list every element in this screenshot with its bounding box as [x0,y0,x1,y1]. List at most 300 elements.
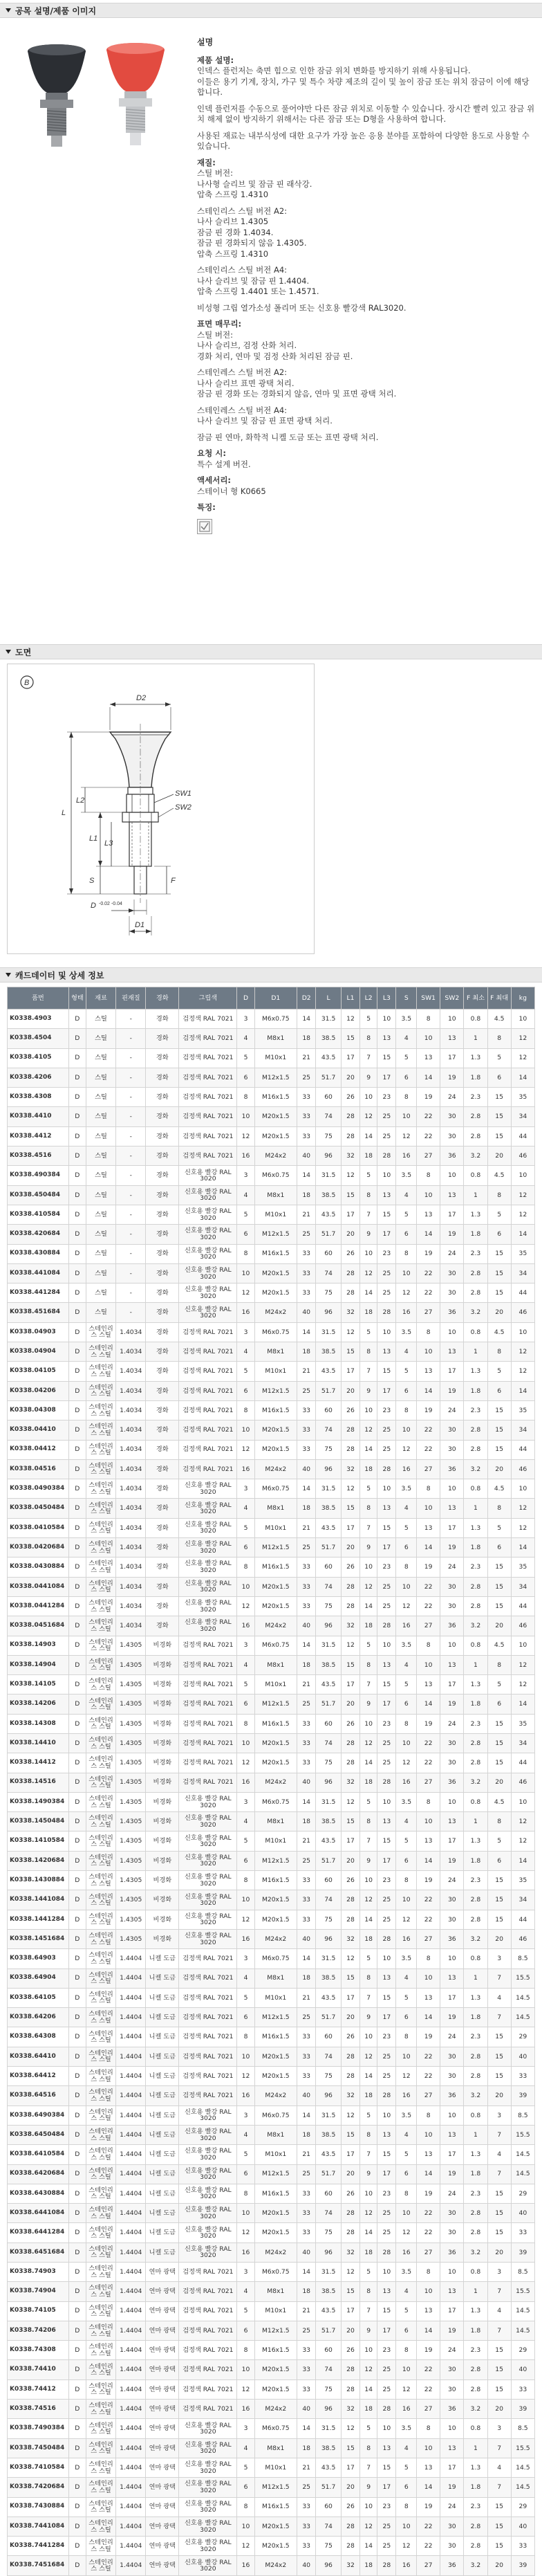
table-cell: 10 [440,2419,464,2438]
table-cell: 26 [341,1088,359,1107]
part-number-cell[interactable]: K0338.4504 [8,1029,69,1048]
table-row[interactable] [8,2400,535,2419]
part-number-cell[interactable]: K0338.0490384 [8,1479,69,1499]
part-number-cell[interactable]: K0338.4412 [8,1126,69,1146]
table-cell: 10 [396,1733,417,1753]
table-row[interactable] [8,2379,535,2399]
part-number-cell[interactable]: K0338.14206 [8,1695,69,1714]
table-row[interactable] [8,2341,535,2360]
table-row[interactable] [8,1166,535,1185]
table-cell: 15 [341,1342,359,1362]
table-cell: 경화 [146,1303,179,1322]
part-number-cell[interactable]: K0338.14903 [8,1636,69,1655]
table-row[interactable] [8,1303,535,1322]
table-row[interactable] [8,2478,535,2497]
table-cell: 12 [237,1440,254,1459]
part-number-cell[interactable]: K0338.1410584 [8,1831,69,1851]
table-cell: 25 [377,1890,396,1910]
table-cell: 스테인리스 스틸 [86,2537,115,2556]
table-cell: 74 [316,1263,341,1283]
table-row[interactable] [8,1558,535,1577]
part-number-cell[interactable]: K0338.64903 [8,1949,69,1968]
part-number-cell[interactable]: K0338.4903 [8,1010,69,1029]
part-number-cell[interactable]: K0338.64904 [8,1968,69,1988]
table-cell: 20 [341,2008,359,2027]
table-row[interactable] [8,2184,535,2203]
table-row[interactable] [8,2321,535,2340]
table-cell: 14 [511,1538,534,1558]
table-row[interactable] [8,1362,535,1381]
cad-header-cell[interactable]: D [237,987,254,1010]
table-cell: 7 [360,1988,377,2007]
collapse-arrow-icon [6,650,11,654]
table-cell: 40 [297,1929,316,1948]
table-row[interactable] [8,1400,535,1420]
table-cell: 4 [487,2145,511,2164]
part-number-cell[interactable]: K0338.0450484 [8,1499,69,1518]
table-cell: 신호용 빨강 RAL 3020 [179,2537,237,2556]
cad-header-cell[interactable]: D2 [297,987,316,1010]
table-row[interactable] [8,1205,535,1224]
table-cell: 6 [396,2164,417,2184]
table-cell: 10 [377,1010,396,1029]
part-number-cell[interactable]: K0338.64410 [8,2047,69,2066]
part-number-cell[interactable]: K0338.64105 [8,1988,69,2007]
table-cell: 신호용 빨강 RAL 3020 [179,1616,237,1636]
table-cell: 12 [237,1753,254,1773]
table-row[interactable] [8,1538,535,1558]
table-cell: 3.2 [464,2556,487,2575]
part-number-cell[interactable]: K0338.4516 [8,1147,69,1166]
table-cell: 경화 [146,1596,179,1616]
table-cell: 96 [316,2086,341,2105]
part-number-cell[interactable]: K0338.64206 [8,2008,69,2027]
part-number-cell[interactable]: K0338.1430884 [8,1871,69,1890]
table-row[interactable] [8,1675,535,1695]
table-cell: 5 [396,1205,417,1224]
table-cell: 10 [360,1244,377,1263]
table-row[interactable] [8,1479,535,1499]
product-section-header[interactable] [0,3,542,18]
part-number-cell[interactable]: K0338.7441084 [8,2516,69,2536]
table-cell: 33 [297,1733,316,1753]
table-row[interactable] [8,2419,535,2438]
table-cell: 검정색 RAL 7021 [179,2263,237,2282]
table-cell: 8 [396,2341,417,2360]
cad-header-cell[interactable]: 재료 [86,987,115,1010]
table-cell: 31.5 [316,2263,341,2282]
part-number-cell[interactable]: K0338.0410584 [8,1518,69,1537]
table-cell: 9 [360,2164,377,2184]
table-row[interactable] [8,1792,535,1811]
table-row[interactable] [8,2438,535,2458]
table-cell: 15 [377,1831,396,1851]
table-cell: 스테인리스 스틸 [86,1400,115,1420]
table-cell: 15 [487,1910,511,1929]
table-cell: 18 [360,1929,377,1948]
table-cell: 40 [511,2360,534,2379]
table-row[interactable] [8,1147,535,1166]
part-number-cell[interactable]: K0338.4308 [8,1088,69,1107]
table-row[interactable] [8,1636,535,1655]
part-number-cell[interactable]: K0338.74904 [8,2282,69,2301]
part-number-cell[interactable]: K0338.7450484 [8,2438,69,2458]
table-cell: 1.8 [464,1381,487,1400]
table-row[interactable] [8,1010,535,1029]
table-cell: 6 [487,1538,511,1558]
table-cell: M10x1 [254,1205,297,1224]
part-number-cell[interactable]: K0338.4105 [8,1048,69,1068]
part-number-cell[interactable]: K0338.7451684 [8,2556,69,2575]
part-number-cell[interactable]: K0338.14412 [8,1753,69,1773]
part-number-cell[interactable]: K0338.7430884 [8,2497,69,2516]
part-number-cell[interactable]: K0338.4206 [8,1068,69,1087]
cad-header-cell[interactable]: SW1 [417,987,440,1010]
table-cell: 경화 [146,1538,179,1558]
table-cell: 5 [237,1205,254,1224]
table-row[interactable] [8,1910,535,1929]
table-row[interactable] [8,1440,535,1459]
table-cell: 46 [511,1459,534,1479]
part-number-cell[interactable]: K0338.04206 [8,1381,69,1400]
part-number-cell[interactable]: K0338.14105 [8,1675,69,1695]
table-row[interactable] [8,2105,535,2125]
table-row[interactable] [8,2458,535,2477]
part-number-cell[interactable]: K0338.7490384 [8,2419,69,2438]
table-cell: D [68,1284,86,1303]
table-row[interactable] [8,1773,535,1792]
table-cell: 32 [341,2400,359,2419]
table-row[interactable] [8,2223,535,2242]
table-cell: 14 [297,1010,316,1029]
part-number-cell[interactable]: K0338.04904 [8,1342,69,1362]
part-number-cell[interactable]: K0338.420684 [8,1225,69,1244]
table-cell: 8 [396,1714,417,1733]
table-cell: 비경화 [146,1929,179,1948]
table-cell: 43.5 [316,1362,341,1381]
table-cell: 6 [237,1225,254,1244]
cad-header-cell[interactable]: D1 [254,987,297,1010]
table-cell: 10 [417,2125,440,2144]
part-number-cell[interactable]: K0338.7420684 [8,2478,69,2497]
part-number-cell[interactable]: K0338.04105 [8,1362,69,1381]
table-row[interactable] [8,1929,535,1948]
table-cell: 3.2 [464,1929,487,1948]
table-cell: 5 [237,1831,254,1851]
table-cell: 3 [487,1949,511,1968]
part-number-cell[interactable]: K0338.6441284 [8,2223,69,2242]
table-cell: 12 [360,1890,377,1910]
cad-header-cell[interactable]: F 최소 [464,987,487,1010]
table-cell: 12 [341,1166,359,1185]
table-row[interactable] [8,1968,535,1988]
table-cell: 스테인리스 스틸 [86,1499,115,1518]
cad-section-header[interactable] [0,967,542,983]
table-cell: 경화 [146,1263,179,1283]
table-cell: 16 [237,1616,254,1636]
material-a4: 스테인리스 스틸 버전 A4: 나사 슬리브 및 잠금 핀 1.4404. 압축 스프링 1.4401 또는 1.4571. [197,265,319,296]
table-cell: 검정색 RAL 7021 [179,1107,237,1126]
table-cell: 4 [237,1655,254,1674]
part-number-cell[interactable]: K0338.410584 [8,1205,69,1224]
table-cell: 10 [511,1166,534,1185]
table-cell: 96 [316,1929,341,1948]
table-row[interactable] [8,2556,535,2575]
part-number-cell[interactable]: K0338.1420684 [8,1851,69,1870]
cad-header-cell[interactable]: kg [511,987,534,1010]
part-number-cell[interactable]: K0338.441284 [8,1284,69,1303]
part-number-cell[interactable]: K0338.6450484 [8,2125,69,2144]
table-row[interactable] [8,2301,535,2321]
table-row[interactable] [8,1518,535,1537]
table-cell: 30 [440,2537,464,2556]
table-cell: 35 [511,1714,534,1733]
table-cell: 9 [360,2321,377,2340]
table-row[interactable] [8,1831,535,1851]
part-number-cell[interactable]: K0338.0430884 [8,1558,69,1577]
table-cell: 연마 광택 [146,2497,179,2516]
table-cell: 96 [316,1773,341,1792]
table-cell: 0.8 [464,1636,487,1655]
table-cell: D [68,2145,86,2164]
table-cell: 32 [341,1616,359,1636]
table-cell: 28 [341,2047,359,2066]
table-row[interactable] [8,1890,535,1910]
table-cell: D [68,1714,86,1733]
part-number-cell[interactable]: K0338.6430884 [8,2184,69,2203]
part-number-cell[interactable]: K0338.1441284 [8,1910,69,1929]
drawing-section-header[interactable] [0,644,542,659]
table-row[interactable] [8,1596,535,1616]
table-row[interactable] [8,1185,535,1205]
part-number-cell[interactable]: K0338.6420684 [8,2164,69,2184]
table-cell: 21 [297,1205,316,1224]
table-row[interactable] [8,1753,535,1773]
part-number-cell[interactable]: K0338.7410584 [8,2458,69,2477]
table-cell: 12 [341,1949,359,1968]
part-number-cell[interactable]: K0338.4410 [8,1107,69,1126]
table-row[interactable] [8,1949,535,1968]
part-number-cell[interactable]: K0338.7441284 [8,2537,69,2556]
table-row[interactable] [8,1107,535,1126]
table-cell: 30 [440,1596,464,1616]
table-row[interactable] [8,2027,535,2047]
part-number-cell[interactable]: K0338.441084 [8,1263,69,1283]
cad-header-cell[interactable]: F 최대 [487,987,511,1010]
table-cell: 신호용 빨강 RAL 3020 [179,1792,237,1811]
table-cell: 2.8 [464,2516,487,2536]
part-number-cell[interactable]: K0338.04412 [8,1440,69,1459]
part-number-cell[interactable]: K0338.490384 [8,1166,69,1185]
part-number-cell[interactable]: K0338.1490384 [8,1792,69,1811]
part-number-cell[interactable]: K0338.430884 [8,1244,69,1263]
part-number-cell[interactable]: K0338.04903 [8,1322,69,1342]
table-cell: 2.8 [464,1596,487,1616]
part-number-cell[interactable]: K0338.64308 [8,2027,69,2047]
cad-header-cell[interactable]: L1 [341,987,359,1010]
part-number-cell[interactable]: K0338.74105 [8,2301,69,2321]
part-number-cell[interactable]: K0338.74308 [8,2341,69,2360]
part-number-cell[interactable]: K0338.6410584 [8,2145,69,2164]
table-cell: 20 [487,1616,511,1636]
part-number-cell[interactable]: K0338.451684 [8,1303,69,1322]
table-cell: D [68,1655,86,1674]
part-number-cell[interactable]: K0338.74903 [8,2263,69,2282]
table-row[interactable] [8,1342,535,1362]
table-cell: D [68,1851,86,1870]
table-cell: M8x1 [254,1185,297,1205]
table-row[interactable] [8,1812,535,1831]
table-cell: 40 [511,2516,534,2536]
table-row[interactable] [8,2164,535,2184]
part-number-cell[interactable]: K0338.64412 [8,2067,69,2086]
part-number-cell[interactable]: K0338.64516 [8,2086,69,2105]
cad-header-cell[interactable]: 경화 [146,987,179,1010]
table-cell: 10 [511,1636,534,1655]
table-row[interactable] [8,2204,535,2223]
table-row[interactable] [8,1616,535,1636]
table-row[interactable] [8,1068,535,1087]
table-row[interactable] [8,1733,535,1753]
table-row[interactable] [8,2047,535,2066]
table-cell: 스테인리스 스틸 [86,1812,115,1831]
table-cell: 6 [237,1851,254,1870]
table-row[interactable] [8,1225,535,1244]
part-number-cell[interactable]: K0338.74412 [8,2379,69,2399]
table-cell: 22 [417,1733,440,1753]
table-cell: 20 [341,2321,359,2340]
table-row[interactable] [8,2516,535,2536]
table-row[interactable] [8,1577,535,1596]
table-row[interactable] [8,1126,535,1146]
table-row[interactable] [8,1048,535,1068]
cad-header-cell[interactable]: 형태 [68,987,86,1010]
table-cell: 10 [417,1029,440,1048]
table-row[interactable] [8,1381,535,1400]
table-row[interactable] [8,1459,535,1479]
part-number-cell[interactable]: K0338.6451684 [8,2242,69,2262]
cad-header-cell[interactable]: L3 [377,987,396,1010]
table-cell: 31.5 [316,2105,341,2125]
part-number-cell[interactable]: K0338.0451684 [8,1616,69,1636]
cad-header-cell[interactable]: S [396,987,417,1010]
table-cell: 18 [297,1185,316,1205]
part-number-cell[interactable]: K0338.1450484 [8,1812,69,1831]
part-number-cell[interactable]: K0338.74410 [8,2360,69,2379]
table-cell: D [68,2047,86,2066]
table-cell: 1.8 [464,2008,487,2027]
part-number-cell[interactable]: K0338.74516 [8,2400,69,2419]
table-cell: 1.4404 [116,2478,146,2497]
table-cell: 18 [297,1499,316,1518]
part-number-cell[interactable]: K0338.74206 [8,2321,69,2340]
part-number-cell[interactable]: K0338.14516 [8,1773,69,1792]
part-number-cell[interactable]: K0338.1441084 [8,1890,69,1910]
table-cell: 비경화 [146,1792,179,1811]
table-row[interactable] [8,1263,535,1283]
table-cell: 검정색 RAL 7021 [179,2400,237,2419]
table-row[interactable] [8,2282,535,2301]
table-cell: 32 [341,1459,359,1479]
table-row[interactable] [8,1499,535,1518]
part-number-cell[interactable]: K0338.14904 [8,1655,69,1674]
table-cell: 28 [377,1616,396,1636]
table-row[interactable] [8,1851,535,1870]
table-cell: 28 [341,2204,359,2223]
cad-header-cell[interactable]: SW2 [440,987,464,1010]
table-row[interactable] [8,2537,535,2556]
table-row[interactable] [8,2145,535,2164]
cad-header-cell[interactable]: L [316,987,341,1010]
table-cell: 스틸 [86,1263,115,1283]
cad-header-cell[interactable]: L2 [360,987,377,1010]
table-cell: 17 [440,1518,464,1537]
table-cell: 1 [464,1655,487,1674]
part-number-cell[interactable]: K0338.14308 [8,1714,69,1733]
table-cell: 1.8 [464,1695,487,1714]
table-row[interactable] [8,2067,535,2086]
table-row[interactable] [8,1655,535,1674]
table-row[interactable] [8,1322,535,1342]
table-cell: 스테인리스 스틸 [86,1714,115,1733]
table-cell: - [116,1068,146,1087]
table-row[interactable] [8,1695,535,1714]
part-number-cell[interactable]: K0338.0441084 [8,1577,69,1596]
table-cell: 21 [297,1988,316,2007]
table-row[interactable] [8,2242,535,2262]
table-row[interactable] [8,2263,535,2282]
table-row[interactable] [8,2125,535,2144]
table-cell: 7 [487,2164,511,2184]
table-row[interactable] [8,2086,535,2105]
table-row[interactable] [8,1421,535,1440]
table-row[interactable] [8,1244,535,1263]
table-cell: 13 [377,1812,396,1831]
table-cell: 16 [237,1773,254,1792]
part-number-cell[interactable]: K0338.0420684 [8,1538,69,1558]
table-row[interactable] [8,2360,535,2379]
table-cell: 검정색 RAL 7021 [179,1362,237,1381]
table-row[interactable] [8,1284,535,1303]
table-cell: 스테인리스 스틸 [86,1479,115,1499]
table-row[interactable] [8,1088,535,1107]
table-row[interactable] [8,2497,535,2516]
part-number-cell[interactable]: K0338.6490384 [8,2105,69,2125]
table-row[interactable] [8,1988,535,2007]
table-cell: M8x1 [254,1499,297,1518]
part-number-cell[interactable]: K0338.1451684 [8,1929,69,1948]
table-row[interactable] [8,1714,535,1733]
part-number-cell[interactable]: K0338.0441284 [8,1596,69,1616]
table-cell: 20 [341,1225,359,1244]
surface-steel: 스틸 버전: 나사 슬리브, 검정 산화 처리. 경화 처리, 연마 및 검정 산화 처리된 잠금 핀. [197,329,353,361]
part-number-cell[interactable]: K0338.04308 [8,1400,69,1420]
part-number-cell[interactable]: K0338.6441084 [8,2204,69,2223]
part-number-cell[interactable]: K0338.04516 [8,1459,69,1479]
table-cell: 15 [487,2027,511,2047]
cad-header-cell[interactable]: 핀재질 [116,987,146,1010]
part-number-cell[interactable]: K0338.04410 [8,1421,69,1440]
table-cell: 연마 광택 [146,2321,179,2340]
part-number-cell[interactable]: K0338.450484 [8,1185,69,1205]
cad-header-cell[interactable]: 품번 [8,987,69,1010]
part-number-cell[interactable]: K0338.14410 [8,1733,69,1753]
cad-header-cell[interactable]: 그립색 [179,987,237,1010]
table-row[interactable] [8,1871,535,1890]
table-row[interactable] [8,2008,535,2027]
table-cell: 14 [417,1538,440,1558]
table-row[interactable] [8,1029,535,1048]
